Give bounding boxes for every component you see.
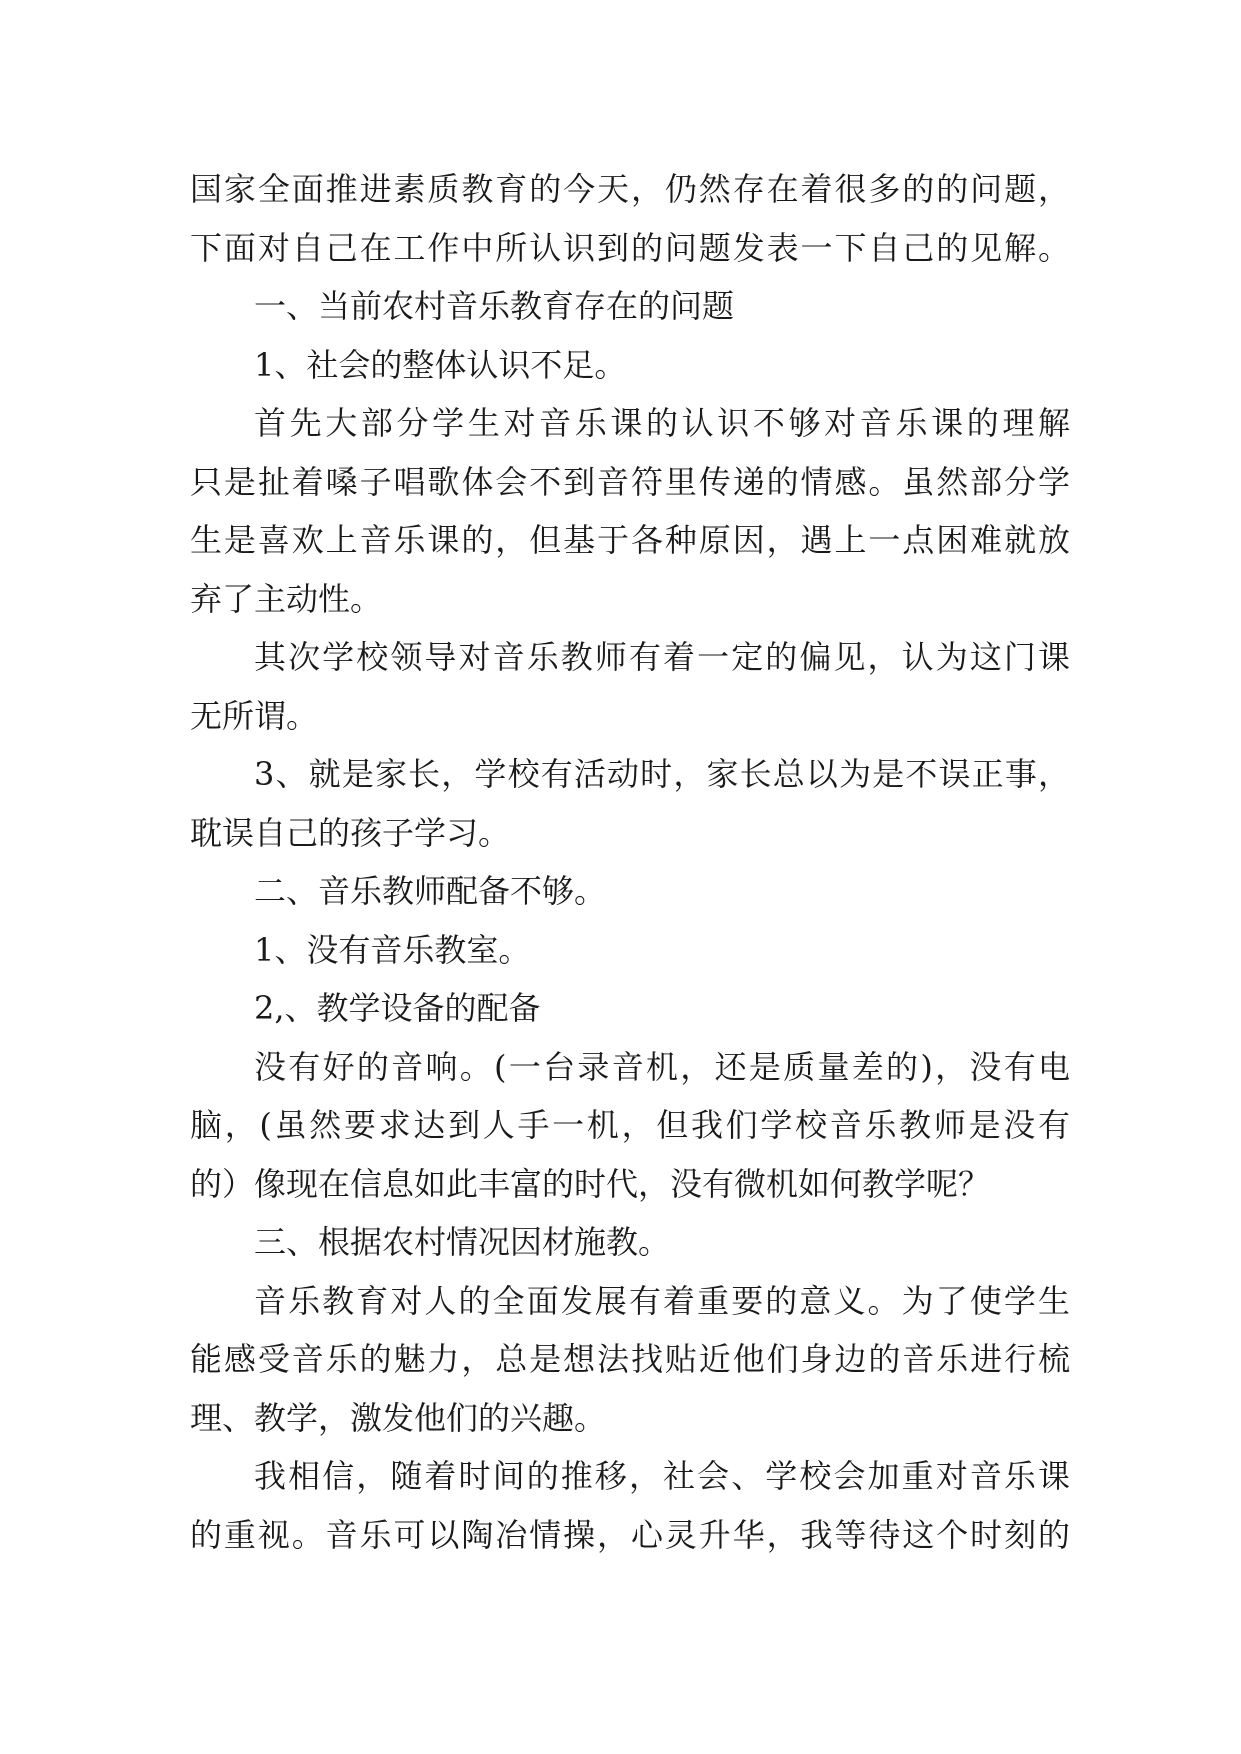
document-body <box>190 160 1070 1564</box>
text-line: 生是喜欢上音乐课的，但基于各种原因，遇上一点困难就放 <box>190 521 1070 559</box>
section-heading: 三、根据农村情况因材施教。 <box>254 1223 671 1261</box>
text-line: 没有好的音响。(一台录音机，还是质量差的)，没有电 <box>254 1047 1070 1086</box>
text-line: 下面对自己在工作中所认识到的问题发表一下自己的见解。 <box>190 228 1070 267</box>
text-line: 理、教学，激发他们的兴趣。 <box>190 1398 607 1437</box>
text-line: 3、就是家长，学校有活动时，家长总以为是不误正事， <box>254 755 1070 793</box>
text-line: 国家全面推进素质教育的今天，仍然存在着很多的的问题， <box>190 170 1070 208</box>
text-line: 无所谓。 <box>190 696 319 735</box>
text-line: 的重视。音乐可以陶冶情操，心灵升华，我等待这个时刻的 <box>190 1515 1070 1554</box>
section-heading: 一、当前农村音乐教育存在的问题 <box>254 287 735 325</box>
text-line: 耽误自己的孩子学习。 <box>190 813 511 852</box>
text-line: 我相信，随着时间的推移，社会、学校会加重对音乐课 <box>254 1457 1070 1495</box>
text-line: 脑，(虽然要求达到人手一机，但我们学校音乐教师是没有 <box>190 1106 1070 1144</box>
text-line: 首先大部分学生对音乐课的认识不够对音乐课的理解 <box>254 404 1070 442</box>
text-line: 弃了主动性。 <box>190 579 383 618</box>
text-line: 的）像现在信息如此丰富的时代，没有微机如何教学呢？ <box>190 1164 991 1203</box>
text-line: 其次学校领导对音乐教师有着一定的偏见，认为这门课 <box>254 638 1070 676</box>
section-heading: 二、音乐教师配备不够。 <box>254 872 607 910</box>
text-line: 只是扯着嗓子唱歌体会不到音符里传递的情感。虽然部分学 <box>190 462 1070 501</box>
subsection-heading: 1、没有音乐教室。 <box>254 930 531 969</box>
text-line: 能感受音乐的魅力，总是想法找贴近他们身边的音乐进行梳 <box>190 1340 1070 1378</box>
subsection-heading: 1、社会的整体认识不足。 <box>254 345 627 384</box>
subsection-heading: 2,、教学设备的配备 <box>254 989 541 1027</box>
text-line: 音乐教育对人的全面发展有着重要的意义。为了使学生 <box>254 1281 1070 1320</box>
